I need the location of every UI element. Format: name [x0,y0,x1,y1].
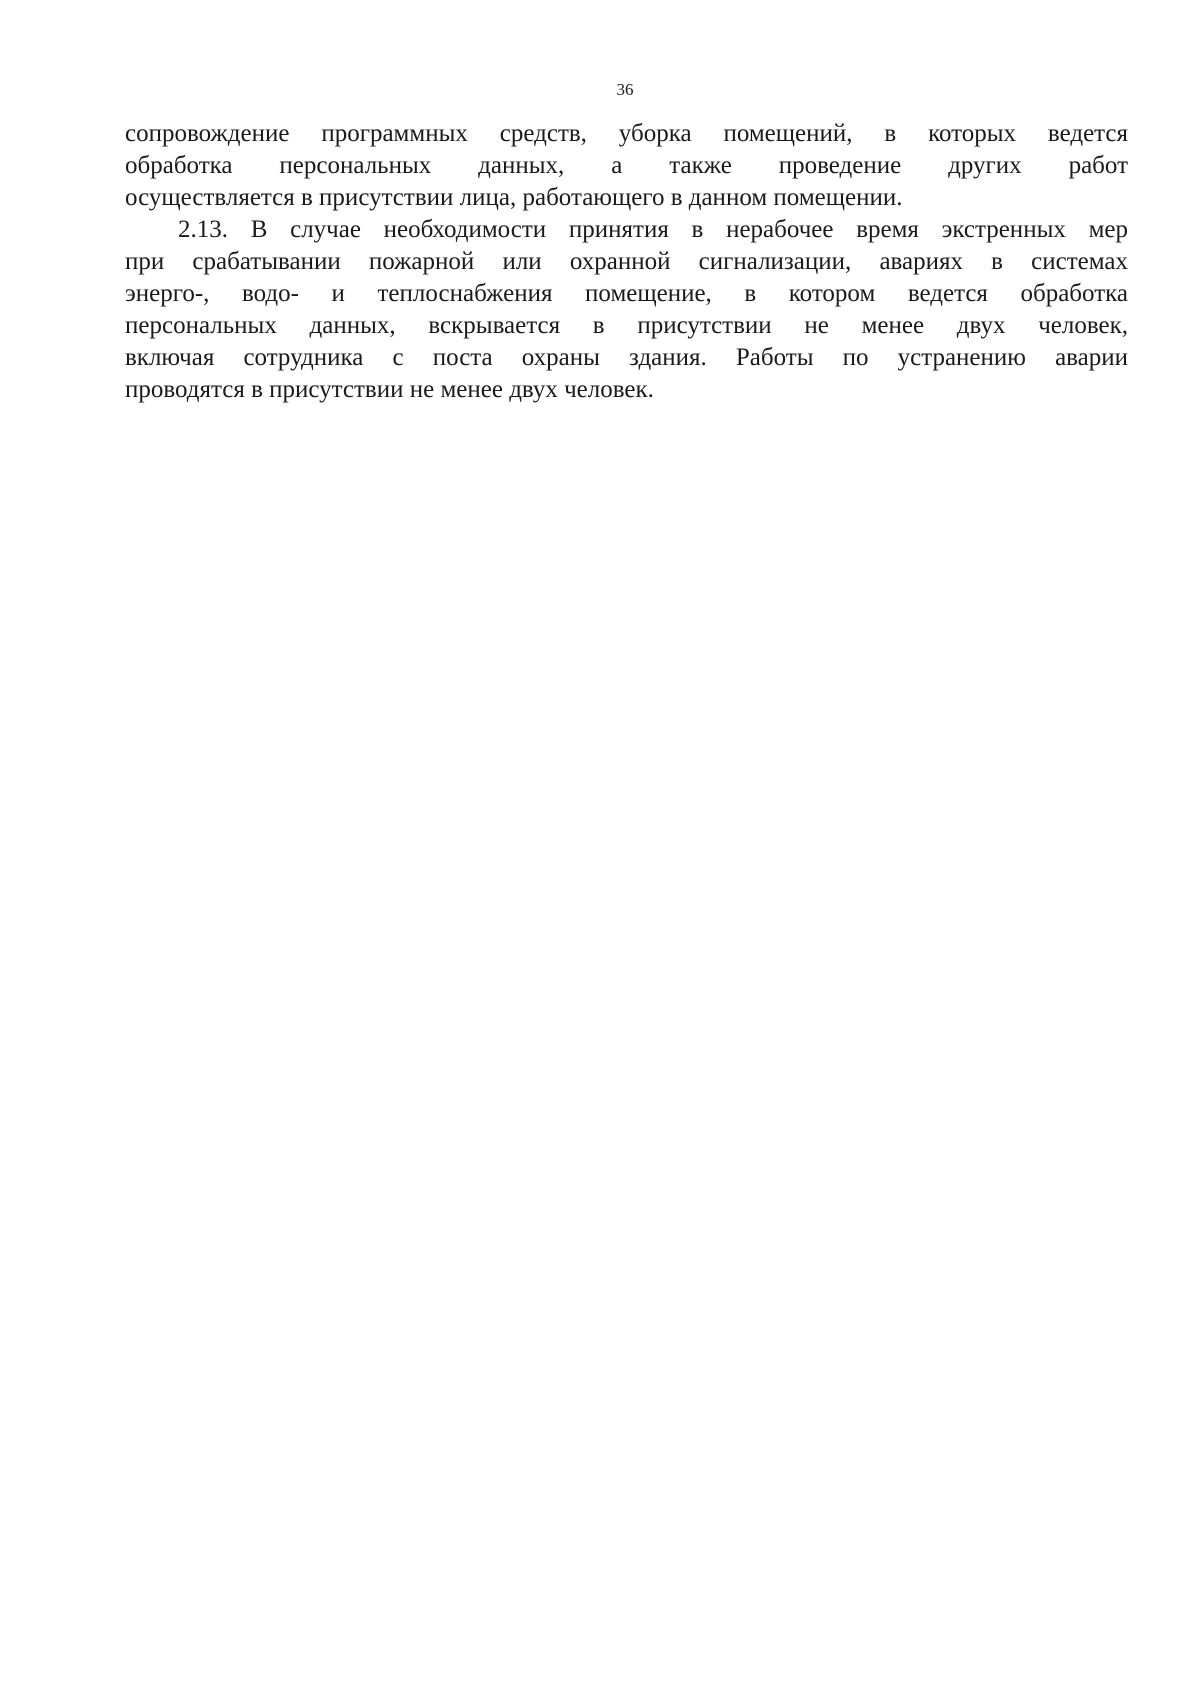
text-line: персональных данных, вскрывается в присутствии не менее двух человек, [125,312,1128,339]
text-line: включая сотрудника с поста охраны здания. Работы по устранению аварии [125,344,1128,371]
text-line: при срабатывании пожарной или охранной сигнализации, авариях в системах [125,248,1128,275]
page-number: 36 [616,80,634,99]
text-line: сопровождение программных средств, уборка помещений, в которых ведется [125,120,1128,147]
paragraph-2-13 [125,214,1128,406]
body-text [125,118,1128,406]
text-line: проводятся в присутствии не менее двух человек. [125,376,654,403]
text-line: энерго-, водо- и теплоснабжения помещение, в котором ведется обработка [125,280,1128,307]
paragraph-continuation [125,118,1128,214]
text-line: осуществляется в присутствии лица, работающего в данном помещении. [125,184,903,211]
text-line-indented: 2.13. В случае необходимости принятия в нерабочее время экстренных мер [178,216,1128,243]
text-line: обработка персональных данных, а также проведение других работ [125,152,1128,179]
